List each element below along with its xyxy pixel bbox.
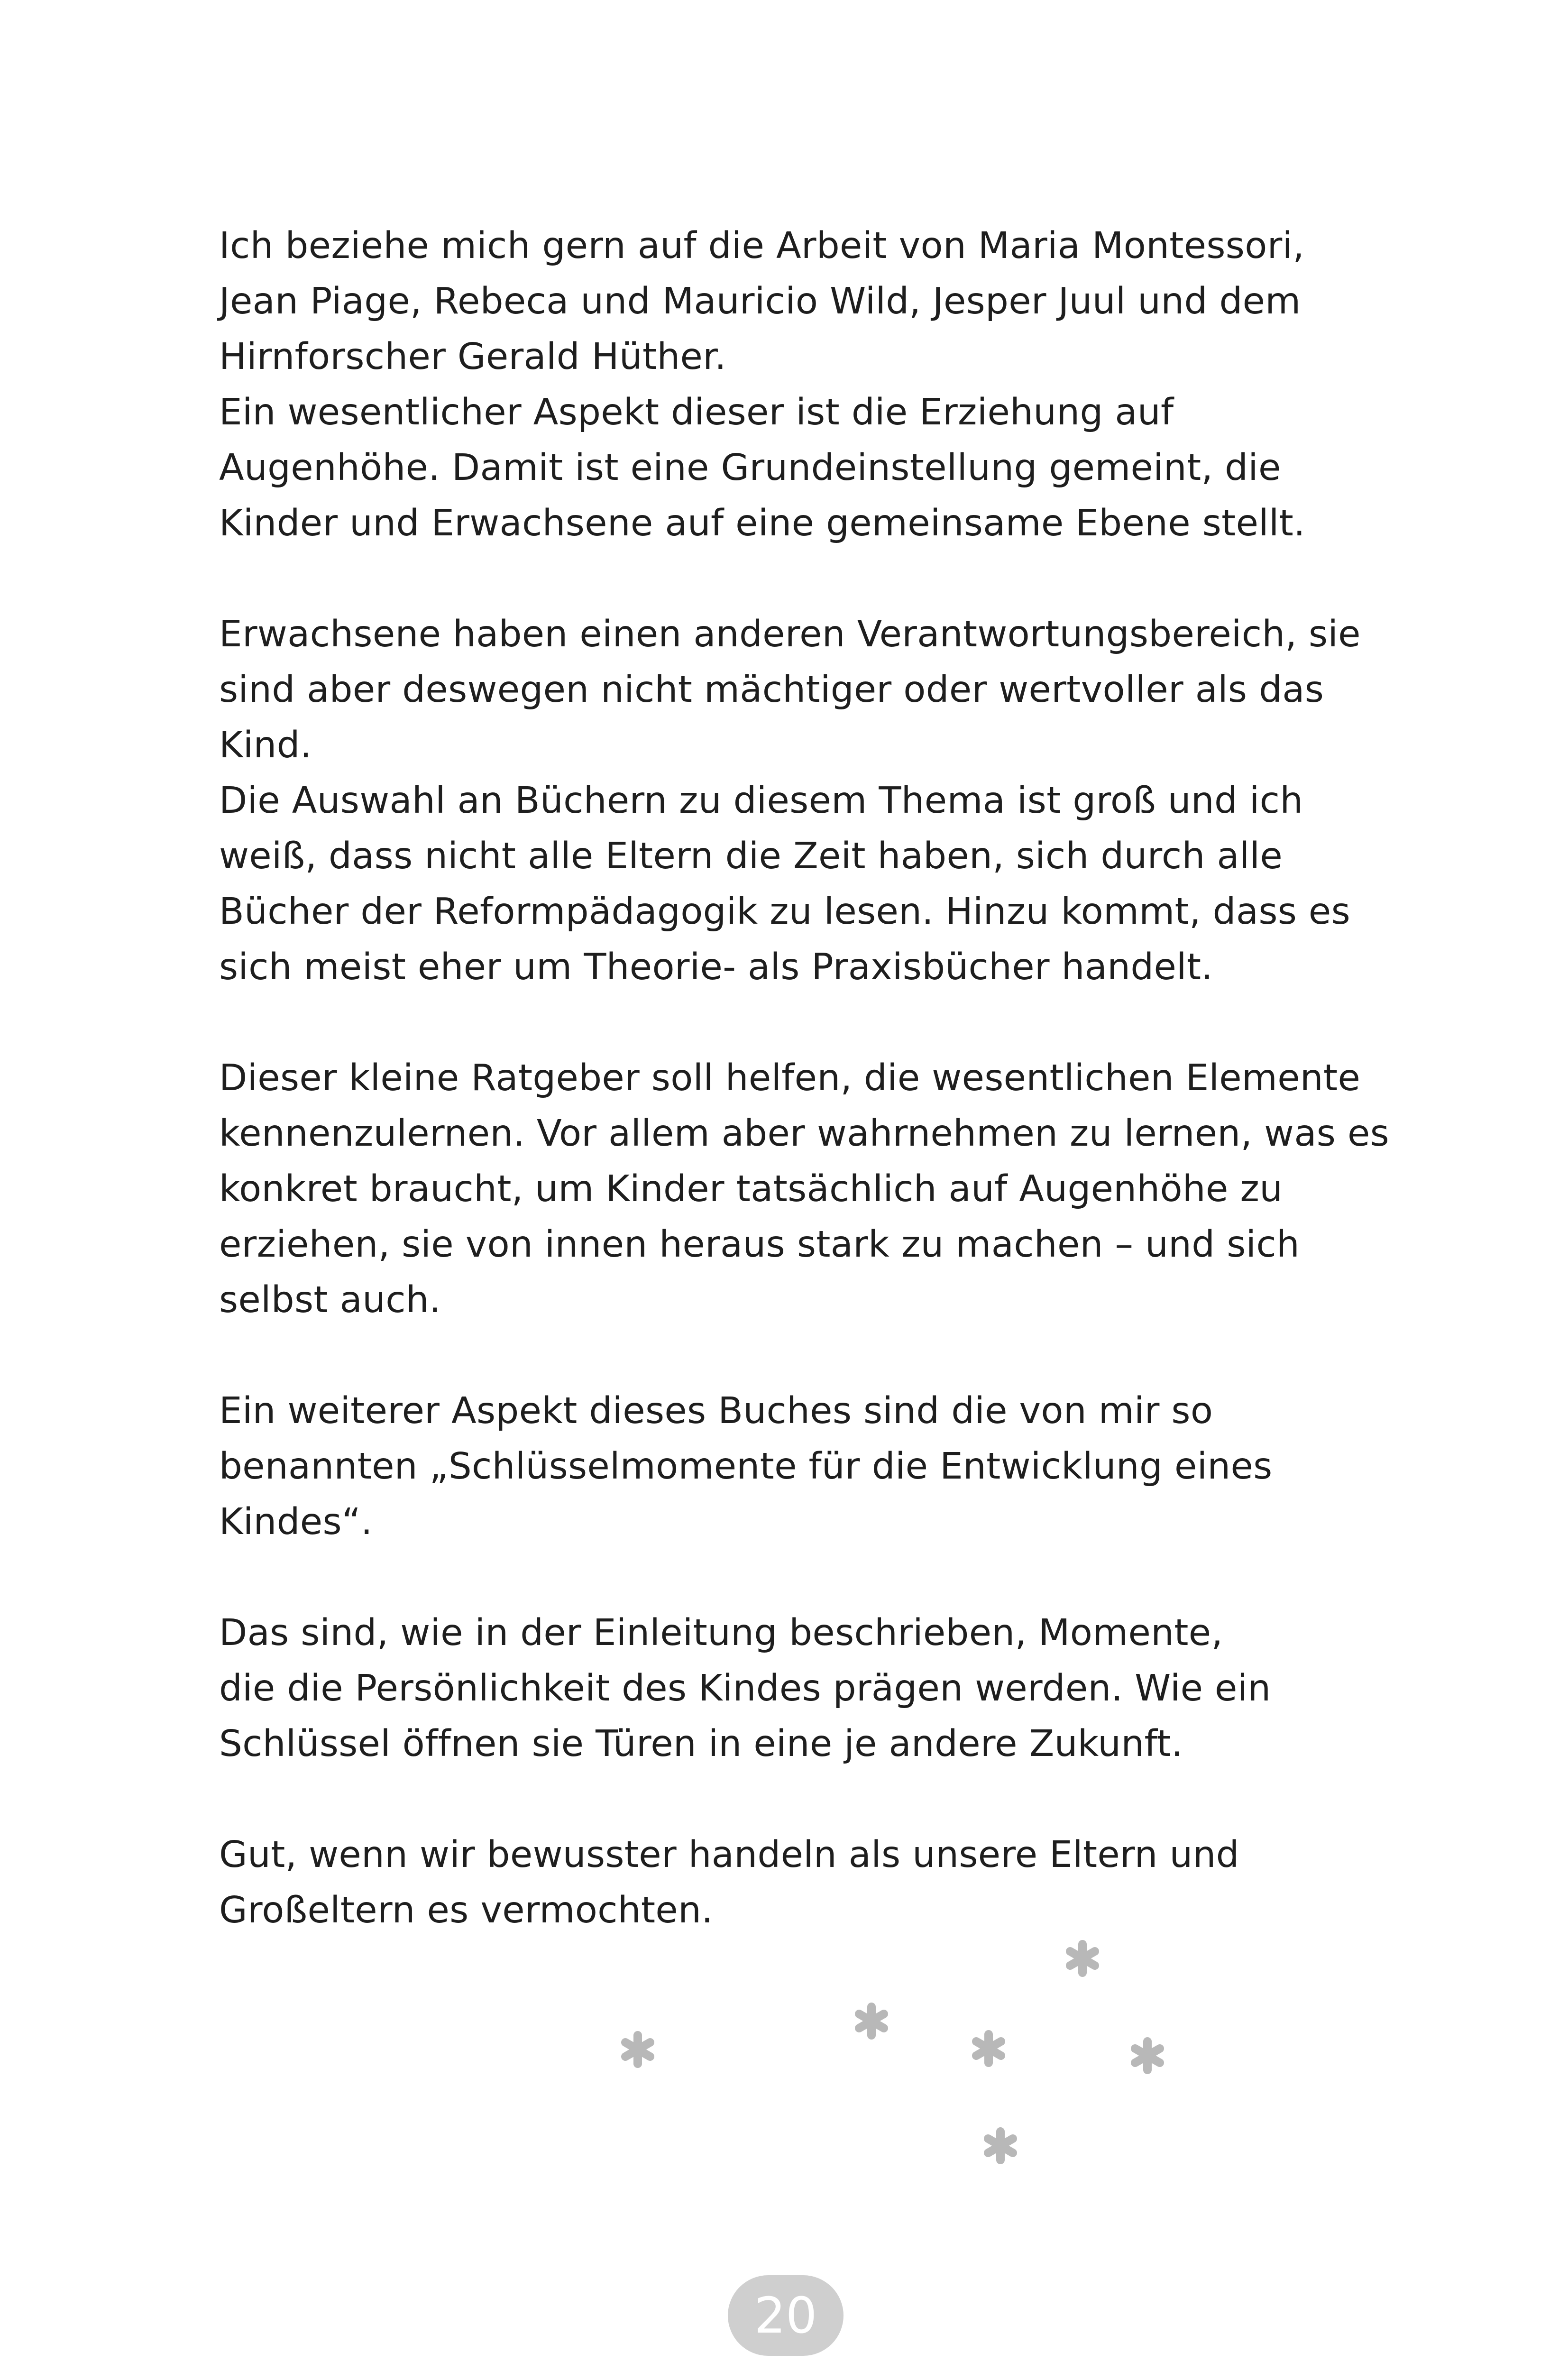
asterisk-icon: [1135, 2041, 1160, 2070]
paragraph-gap: [219, 1328, 1395, 1383]
text-line: Schlüssel öffnen sie Türen in eine je andere Zukunft.: [219, 1723, 1183, 1765]
text-line: Jean Piage, Rebeca und Mauricio Wild, Jesper Juul und dem: [219, 280, 1301, 322]
text-line: Hirnforscher Gerald Hüther.: [219, 336, 726, 378]
text-line: benannten „Schlüsselmomente für die Entwicklung eines: [219, 1445, 1273, 1488]
body-text: [219, 218, 1395, 1938]
text-line: kennenzulernen. Vor allem aber wahrnehmen zu lernen, was es: [219, 1112, 1390, 1155]
paragraph-gap: [219, 1550, 1395, 1605]
asterisk-icon: [625, 2035, 650, 2064]
text-line: Dieser kleine Ratgeber soll helfen, die wesentlichen Elemente: [219, 1057, 1361, 1099]
text-line: Gut, wenn wir bewusster handeln als unsere Eltern und: [219, 1834, 1239, 1876]
paragraph: [219, 1827, 1395, 1938]
paragraph-gap: [219, 1772, 1395, 1827]
paragraph: [219, 218, 1395, 551]
text-line: selbst auch.: [219, 1279, 441, 1321]
text-line: sind aber deswegen nicht mächtiger oder wertvoller als das: [219, 669, 1324, 711]
text-line: Ein weiterer Aspekt dieses Buches sind die von mir so: [219, 1390, 1213, 1432]
text-line: Ich beziehe mich gern auf die Arbeit von Maria Montessori,: [219, 225, 1305, 267]
text-line: sich meist eher um Theorie- als Praxisbücher handelt.: [219, 946, 1213, 988]
text-line: Erwachsene haben einen anderen Verantwortungsbereich, sie: [219, 613, 1361, 655]
text-line: konkret braucht, um Kinder tatsächlich auf Augenhöhe zu: [219, 1168, 1283, 1210]
paragraph: [219, 1050, 1395, 1328]
text-line: Das sind, wie in der Einleitung beschrieben, Momente,: [219, 1612, 1223, 1654]
text-line: Kindes“.: [219, 1501, 373, 1543]
asterisk-icon: [988, 2132, 1013, 2160]
text-line: Augenhöhe. Damit ist eine Grundeinstellung gemeint, die: [219, 447, 1281, 489]
paragraph-gap: [219, 551, 1395, 607]
text-line: Die Auswahl an Büchern zu diesem Thema ist groß und ich: [219, 780, 1303, 822]
asterisk-icon: [1070, 1944, 1095, 1973]
paragraph: [219, 607, 1395, 995]
page-number-badge: [728, 2275, 844, 2356]
text-line: weiß, dass nicht alle Eltern die Zeit haben, sich durch alle: [219, 835, 1283, 877]
text-line: Ein wesentlicher Aspekt dieser ist die Erziehung auf: [219, 391, 1174, 433]
text-line: Bücher der Reformpädagogik zu lesen. Hinzu kommt, dass es: [219, 891, 1351, 933]
paragraph: [219, 1383, 1395, 1550]
text-line: die die Persönlichkeit des Kindes prägen werden. Wie ein: [219, 1667, 1271, 1709]
asterisk-icon: [859, 2007, 884, 2035]
paragraph-gap: [219, 995, 1395, 1050]
asterisk-icon: [976, 2034, 1001, 2063]
text-line: erziehen, sie von innen heraus stark zu machen – und sich: [219, 1223, 1300, 1266]
text-line: Kind.: [219, 724, 312, 766]
text-line: Kinder und Erwachsene auf eine gemeinsame Ebene stellt.: [219, 502, 1305, 544]
paragraph: [219, 1605, 1395, 1772]
text-line: Großeltern es vermochten.: [219, 1889, 713, 1931]
page-number: 20: [754, 2287, 817, 2344]
